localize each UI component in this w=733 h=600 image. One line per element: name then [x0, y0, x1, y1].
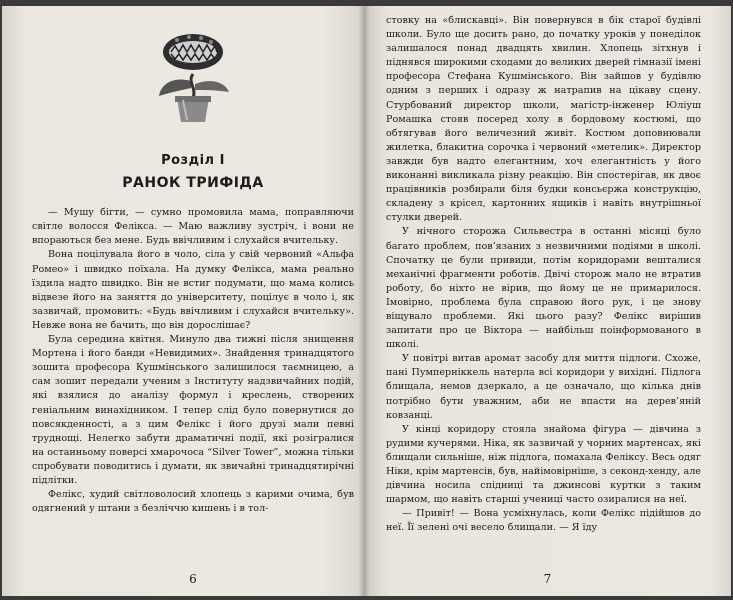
- paragraph: У нічного сторожа Сильвестра в останні місяці було багато проблем, пов’язаних з незвичними подіями в школі. Спочатку це були привиди, потім коридорами вешталися механічні фрагменти роботів. Двічі сторож мало не втратив роботу, бо ніхто не вірив, що йому це не примарилося. Імовірно, проблема була справою його рук, і це знову віщувало проблеми. Які цього разу? Фелікс вирішив запитати про це Віктора — найбільш поінформованого в школі.: [386, 226, 701, 351]
- page-number: 6: [189, 571, 197, 586]
- paragraph: У кінці коридору стояла знайома фігура — дівчина з рудими кучерями. Ніка, як зазвичай у чорних мартенсах, які блищали сильніше, ніж підлога, помахала Феліксу. Весь одяг Ніки, крім мартенсів, був, найімовірніше, з секонд-хенду, але дівчина носила спідниці та джинсові куртки з таким шармом, що навіть старші учениці часто озиралися на неї.: [386, 423, 701, 506]
- page-number: 7: [543, 571, 552, 586]
- chapter-title: РАНОК ТРИФІДА: [122, 175, 264, 192]
- paragraph: стовку на «блискавці». Він повернувся в бік старої будівлі школи. Було ще досить рано, до початку уроків у понеділок залишалося понад двадцять хвилин. Хлопець зітхнув і піднявся широкими сходами до великих дверей гімназії імені професора Стефана Кушмінського. Він зайшов у будівлю одним з перших і одразу ж натрапив на цікаву сцену. Стурбований директор школи, магістр-інженер Юліуш Ромашка стояв посеред холу в бордовому костюмі, що обтягував його величезний живіт. Костюм доповнювали жилетка, блакитна сорочка і червоний «метелик». Директор завжди був надто елегантним, хоч елегантність у його виконанні викликала різну реакцію. Він спостерігав, як двоє працівників розбирали біля будки консьєржа конструкцію, складену з крісел, картонних ящиків і навіть внутрішньої стулки дверей.: [386, 15, 701, 224]
- paragraph: — Привіт! — Вона усміхнулась, коли Фелікс підійшов до неї. Її зелені очі весело блищали. — Я їду: [386, 508, 701, 534]
- paragraph: Вона поцілувала його в чоло, сіла у свій червоний «Альфа Ромео» і швидко поїхала. На думку Фелікса, мама реально їздила надто швидко. Він не встиг подумати, що мама колись відвезе його на заняття до університету, поцілує в чоло і, як зазвичай, промовить: «Будь ввічливим і слухайся вчительку». Невже вона не бачить, що він дорослішає?: [32, 249, 354, 331]
- left-page: [2, 6, 364, 596]
- book-gutter: [358, 6, 370, 596]
- chapter-label: Розділ І: [161, 153, 225, 168]
- right-page: [364, 6, 731, 596]
- paragraph: У повітрі витав аромат засобу для миття підлоги. Схоже, пані Пумперніккель натерла всі коридори у вихідні. Підлога блищала, немов дзеркало, а це означало, що кілька днів потрібно бути уважним, аби не впасти на дерев’яній ковзанці.: [386, 353, 701, 421]
- paragraph: — Мушу бігти, — сумно промовила мама, поправляючи світле волосся Фелікса. — Маю важливу зустріч, і вони не впораються без мене. Будь ввічливим і слухайся вчительку.: [32, 207, 354, 247]
- potted-carnivorous-plant-illustration: [143, 26, 243, 126]
- paragraph: Фелікс, худий світловолосий хлопець з карими очима, був одягнений у штани з безліччю кишень і в тол-: [32, 489, 354, 515]
- paragraph: Була середина квітня. Минуло два тижні після знищення Мортена і його банди «Невидимих». Знайдення тринадцятого зошита професора Кушмінського залишилося таємницею, а сам зошит передали ученим з Інституту надзвичайних подій, які взялися до аналізу формул і креслень, створених геніальним винахідником. І тепер слід було повернутися до повсякденності, а з цим Фелікс і його друзі мали певні труднощі. Нелегко забути драматичні події, які розігралися на останньому поверсі хмарочоса “Silver Tower”, можна тільки спробувати поводитись і думати, як звичайні тринадцятирічні підлітки.: [32, 334, 354, 486]
